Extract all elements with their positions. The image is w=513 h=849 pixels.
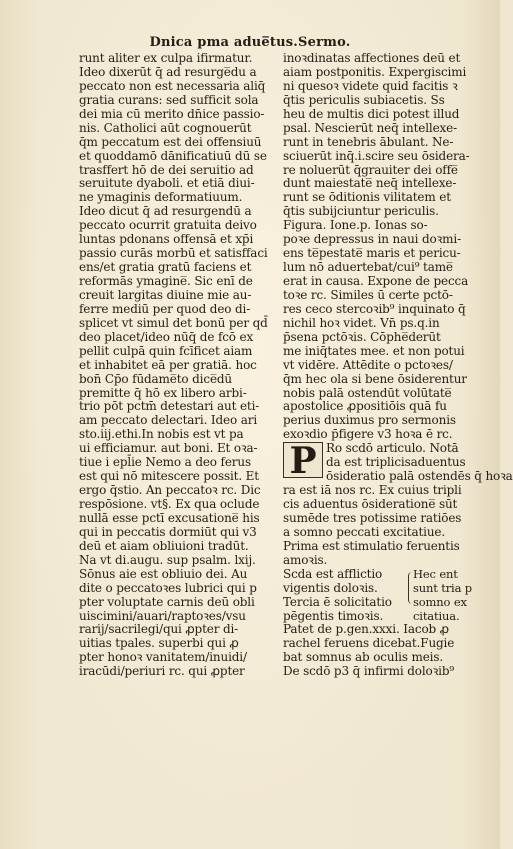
text-line: et inhabitet eā per gratiā. hoc <box>79 357 257 372</box>
text-line: Prima est stimulatio feruentis <box>283 538 460 553</box>
text-line: cis aduentus ōsideratione̅ sūt <box>283 497 458 511</box>
text-line: sto.iij.ethi.In nobis est vt pa <box>79 427 244 442</box>
text-line: pellit culpā quin fcīficet aiam <box>79 343 253 358</box>
text-line: apostolice ꝓpositiōis quā fu <box>283 399 447 414</box>
text-line: ens te̅pestate̅ maris et pericu- <box>283 246 461 261</box>
running-header: Dnica pma adue̅tus.Sermo. <box>149 35 351 50</box>
text-line: et quoddamō dānificatiuū dū se <box>79 148 267 163</box>
text-line: nobis palā ostendūt volūtate̅ <box>283 385 452 400</box>
text-line: lum nō aduertebat/cui⁹ tame̅ <box>283 260 453 275</box>
text-line: vigentis doloꝛis. <box>283 580 378 595</box>
text-line: inoꝛdinatas affectiones deū et <box>283 51 461 65</box>
text-line: perius duximus pro sermonis <box>283 413 456 428</box>
text-line: bat somnus ab oculis meis. <box>283 650 444 665</box>
text-line: q̄tis subijciuntur periculis. <box>283 204 439 219</box>
text-line: splicet vt simul det bonū per qd̄ <box>79 315 268 330</box>
text-line: peccato ocurrit gratuita deivo <box>79 218 257 233</box>
text-line: uiscimini/auari/raptoꝛes/vsu <box>79 608 246 623</box>
text-line: seruitute dyaboli. et etiā diui- <box>79 176 255 191</box>
text-line: pter voluptate carnis deū obli <box>79 594 255 609</box>
text-line: bon̄ Cp̄o fūdame̅to dice̅dū <box>79 371 233 386</box>
text-line: psal. Nescierūt neq̄ intellexe- <box>283 120 458 135</box>
initial-paragraph <box>283 440 513 567</box>
text-line: ne ymaginis deformatiuum. <box>79 190 243 205</box>
text-line: Sōnus aie est obliuio dei. Au <box>79 566 248 581</box>
right-column-bottom-text <box>283 623 481 679</box>
drop-cap-initial: P <box>283 442 323 478</box>
margin-note-line: somno ex <box>413 594 467 609</box>
text-line: uitias tpales. superbi qui ꝓ <box>79 636 239 651</box>
text-line: Patet de p.gen.xxxi. Iacob ꝓ <box>283 622 449 637</box>
text-line: reformās ymagine̅. Sic enī de <box>79 274 253 288</box>
text-line: qui in peccatis dormiūt qui v3 <box>79 524 257 539</box>
text-line: Scda est afflictio <box>283 566 383 581</box>
text-line: trio pōt pctm̄ detestari aut eti- <box>79 399 260 414</box>
right-column <box>283 51 513 679</box>
margin-note-line: sunt tria p <box>413 580 473 595</box>
text-line: runt se ōditionis vilitatem et <box>283 190 451 205</box>
text-line: amoꝛis. <box>283 552 328 567</box>
text-line: nullā esse pctī excusatione̅ his <box>79 510 260 525</box>
text-line: poꝛe depressus in naui doꝛmi- <box>283 232 461 247</box>
text-line: nis. Catholici aūt cognouerūt <box>79 120 252 135</box>
text-line: ra est iā nos rc. Ex cuius tripli <box>283 483 462 498</box>
text-line: Ideo dixerūt q̄ ad resurge̅du a <box>79 64 257 79</box>
text-line: De scdō p3 q̄ infirmi doloꝛib⁹ <box>283 664 455 679</box>
text-line: dei mia cū merito dn̄ice passio- <box>79 106 265 121</box>
text-line: nichil hoꝛ videt. Vn̄ ps.q.in <box>283 315 440 330</box>
text-line: pter honoꝛ vanitatem/inuidi/ <box>79 650 247 665</box>
causes-list <box>283 568 411 624</box>
text-line: est qui nō mitescere possit. Et <box>79 469 259 484</box>
causes-note <box>413 568 481 624</box>
text-line: deo placet/ideo nūq̄ de fcō ex <box>79 329 254 344</box>
text-line: sciuerūt inq̄.i.scire seu ōsidera- <box>283 148 470 163</box>
text-line: aiam postponitis. Expergiscimi <box>283 64 467 79</box>
text-line: dite o peccatoꝛes lubrici qui p <box>79 580 257 595</box>
text-line: trasffert hō de dei seruitio ad <box>79 162 254 177</box>
text-line: exoꝛdio p̄figere v3 hoꝛa ē rc. <box>283 427 453 442</box>
text-line: heu de multis dici potest illud <box>283 106 460 121</box>
text-line: rarij/sacrilegi/qui ꝓpter di- <box>79 622 239 637</box>
text-line: erat in causa. Expone de pecca <box>283 274 469 288</box>
text-line: iracūdi/periuri rc. qui ꝓpter <box>79 664 245 679</box>
margin-note-line: Hec ent <box>413 566 458 581</box>
text-line: da est triplicisaduentus <box>326 455 466 470</box>
text-line: deū et aiam obliuioni tradūt. <box>79 538 249 553</box>
text-line: Figura. Ione.p. Ionas so- <box>283 218 428 233</box>
text-line: pēgentis timoꝛis. <box>283 608 384 623</box>
text-line: tiue i epl̄ie Nemo a deo ferus <box>79 455 251 470</box>
margin-note-line: citatiua. <box>413 608 460 623</box>
text-line: Na vt di.augu. sup psalm. lxij. <box>79 552 256 567</box>
text-line: Ideo dicut q̄ ad resurgendū a <box>79 204 252 219</box>
text-line: passio curās morbū et satisffaci <box>79 246 268 261</box>
text-line: res ceco stercoꝛib⁹ inquinato q̄ <box>283 301 466 316</box>
text-line: q̄m peccatum est dei offensiuū <box>79 134 262 149</box>
text-line: vt vidēre. Attēdite o pctoꝛes/ <box>283 357 453 372</box>
text-line: peccato non est necessaria aliq̄ <box>79 78 266 93</box>
text-line: a somno peccati excitatiue. <box>283 524 446 539</box>
text-line: respōsione. vt§. Ex qua oclude <box>79 497 260 511</box>
text-line: re noluerūt q̄grauiter dei offe̅ <box>283 162 458 177</box>
text-line: rachel feruens dicebat.Fugie <box>283 636 455 651</box>
text-line: am peccato delectari. Ideo ari <box>79 413 258 428</box>
text-line: premitte q̄ hō ex libero arbi- <box>79 385 247 400</box>
text-line: ni quesoꝛ videte quid facitis ꝛ <box>283 78 458 93</box>
text-line: q̄tis periculis subiacetis. Ss <box>283 92 445 107</box>
text-line: sumēde tres potissime ratiōes <box>283 510 462 525</box>
text-line: ferre mediū per quod deo di- <box>79 301 251 316</box>
text-line: Ro scdō articulo. Notā <box>326 441 459 456</box>
text-line: runt aliter ex culpa ifirmatur. <box>79 51 253 65</box>
right-column-top-text <box>283 52 481 442</box>
text-line: p̄sena pctōꝛis. Cōphe̅derūt <box>283 329 441 344</box>
text-line: me iniq̄tates mee. et non potui <box>283 343 465 358</box>
text-line: toꝛe rc. Similes ū certe pctō- <box>283 287 453 302</box>
triple-causes-block <box>283 568 481 624</box>
text-line: ōsideratio palā ostendēs q̄ hoꝛa <box>326 469 513 484</box>
text-line: ergo q̄stio. An peccatoꝛ rc. Dic <box>79 483 261 498</box>
text-line: gratia curans: sed sufficit sola <box>79 92 259 107</box>
text-line: ui efficiamur. aut boni. Et oꝛa- <box>79 441 258 456</box>
left-column <box>79 52 271 679</box>
text-line: runt in tenebris ābulant. Ne- <box>283 134 454 149</box>
text-line: Tercia ē solicitatio <box>283 594 392 609</box>
text-line: dunt maiestate̅ neq̄ intellexe- <box>283 176 457 191</box>
text-line: ens/et gratia gratū faciens et <box>79 260 252 275</box>
text-line: creuit largitas diuine mie au- <box>79 287 252 302</box>
text-line: q̄m hec ola si bene ōsiderentur <box>283 371 467 386</box>
text-line: luntas pdonans offensā et xp̄i <box>79 232 254 247</box>
